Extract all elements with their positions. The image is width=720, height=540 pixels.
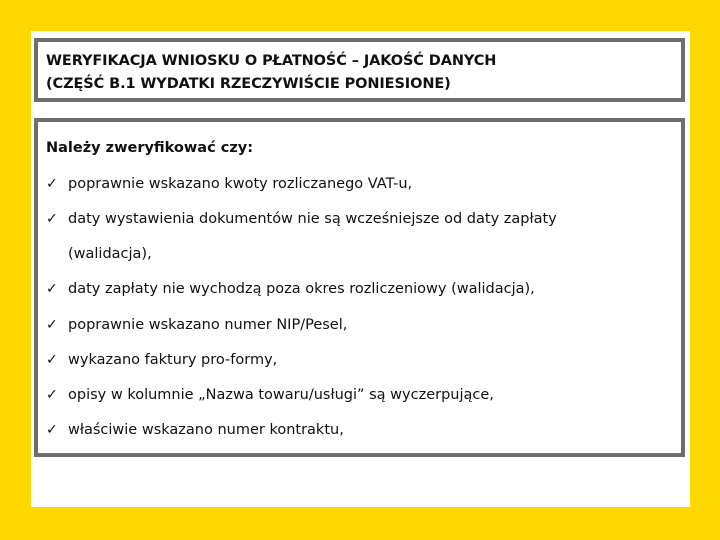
check-mark-icon: ✓ [46, 281, 58, 297]
check-mark-icon: ✓ [46, 387, 58, 403]
list-item [46, 387, 494, 403]
title-box [34, 38, 685, 102]
list-item-text: opisy w kolumnie „Nazwa towaru/usługi” są wyczerpujące, [68, 387, 494, 403]
list-item [46, 176, 412, 192]
check-mark-icon: ✓ [46, 317, 58, 333]
content-box [34, 118, 685, 457]
intro-text: Należy zweryfikować czy: [46, 140, 254, 156]
list-item [46, 317, 347, 333]
list-item-text: wykazano faktury pro-formy, [68, 352, 278, 368]
slide [31, 31, 690, 507]
list-item-text: poprawnie wskazano kwoty rozliczanego VAT-u, [68, 176, 413, 192]
check-mark-icon: ✓ [46, 352, 58, 368]
list-item [46, 211, 557, 227]
check-mark-icon: ✓ [46, 422, 58, 438]
list-item [46, 281, 535, 297]
check-mark-icon: ✓ [46, 211, 58, 227]
list-item [46, 422, 344, 438]
list-item-text: poprawnie wskazano numer NIP/Pesel, [68, 317, 348, 333]
list-item [46, 352, 277, 368]
list-item-text: daty wystawienia dokumentów nie są wcześniejsze od daty zapłaty [68, 211, 557, 227]
check-mark-icon: ✓ [46, 176, 58, 192]
list-item-text: właściwie wskazano numer kontraktu, [68, 422, 344, 438]
list-item-text: daty zapłaty nie wychodzą poza okres rozliczeniowy (walidacja), [68, 281, 535, 297]
list-item-continuation: (walidacja), [68, 246, 152, 262]
title-line-1: WERYFIKACJA WNIOSKU O PŁATNOŚĆ – JAKOŚĆ DANYCH [46, 53, 497, 69]
title-line-2: (CZĘŚĆ B.1 WYDATKI RZECZYWIŚCIE PONIESIONE) [46, 76, 451, 92]
